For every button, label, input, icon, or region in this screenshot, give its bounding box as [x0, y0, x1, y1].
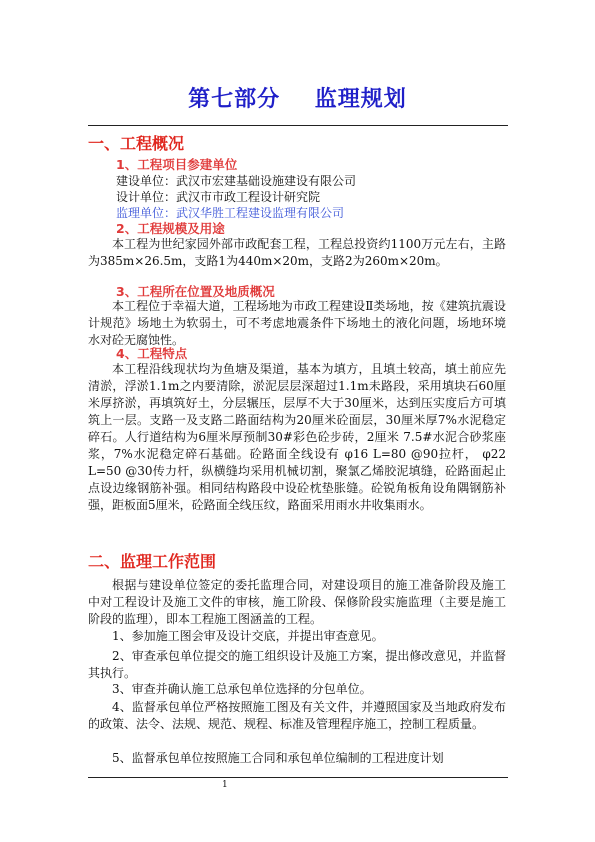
sub2-text: 本工程为世纪家园外部市政配套工程，工程总投资约1100万元左右，主路为385m×26.5m，支路1为440m×20m，支路2为260m×20m。: [88, 237, 506, 268]
footer-rule: [88, 777, 508, 778]
sub4-heading: 4、工程特点: [116, 346, 188, 361]
scope-item: 1、参加施工图会审及设计交底，并提出审查意见。: [112, 629, 384, 643]
supervisor-line: 监理单位：武汉华胜工程建设监理有限公司: [116, 206, 345, 220]
title-rule: [88, 125, 508, 126]
section2-heading: 二、监理工作范围: [88, 552, 217, 571]
page-number: 1: [222, 780, 228, 790]
sub2-heading: 2、工程规模及用途: [116, 221, 225, 236]
section2-intro: 根据与建设单位签定的委托监理合同，对建设项目的施工准备阶段及施工中对工程设计及施工文件的审核，施工阶段、保修阶段实施监理（主要是施工阶段的监理），即本工程施工图涵盖的工程。: [88, 578, 506, 626]
sub1-heading: 1、工程项目参建单位: [116, 157, 238, 172]
page-title: 第七部分 监理规划: [188, 87, 407, 112]
sub3-heading: 3、工程所在位置及地质概况: [116, 284, 275, 299]
builder-line: 建设单位：武汉市宏建基础设施建设有限公司: [116, 174, 357, 188]
scope-item: 3、审查并确认施工总承包单位选择的分包单位。: [112, 682, 372, 696]
scope-item: 2、审查承包单位提交的施工组织设计及施工方案，提出修改意见，并监督其执行。: [88, 649, 506, 680]
sub3-text: 本工程位于幸福大道，工程场地为市政工程建设Ⅱ类场地，按《建筑抗震设计规范》场地土为软弱土，可不考虑地震条件下场地土的液化问题，场地环境水对砼无腐蚀性。: [88, 299, 506, 347]
designer-line: 设计单位：武汉市市政工程设计研究院: [116, 190, 321, 204]
scope-item: 4、监督承包单位严格按照施工图及有关文件，并遵照国家及当地政府发布的政策、法令、法规、规范、规程、标准及管理程序施工，控制工程质量。: [88, 700, 506, 731]
sub4-text: 本工程沿线现状均为鱼塘及渠道，基本为填方，且填土较高，填土前应先清淤，浮淤1.1m之内要清除，淤泥层层深超过1.1m未路段，采用填块石60厘米厚挤淤，再填筑好土，分层辗压，层厚不大于30厘米，达到压实度后方可填筑上一层。支路一及支路二路面结构为20厘米砼面层，30厘米厚7%水泥稳定碎石。人行道结构为6厘米厚预制30#彩色砼步砖，2厘米 7.5#水泥合砂浆座浆，7%水泥稳定碎石基础。砼路面全线设有 φ16 L=80 @90拉杆， φ22 L=50 @30传力杆，纵横缝均采用机械切割，聚氯乙烯胶泥填缝，砼路面起止点设边缘钢筋补强。相同结构路段中设砼枕垫胀缝。砼锐角板角设角隅钢筋补强，距板面5厘米，砼路面全线压纹，路面采用雨水井收集雨水。: [88, 362, 506, 512]
section1-heading: 一、工程概况: [88, 134, 185, 153]
scope-item: 5、监督承包单位按照施工合同和承包单位编制的工程进度计划: [112, 751, 444, 765]
